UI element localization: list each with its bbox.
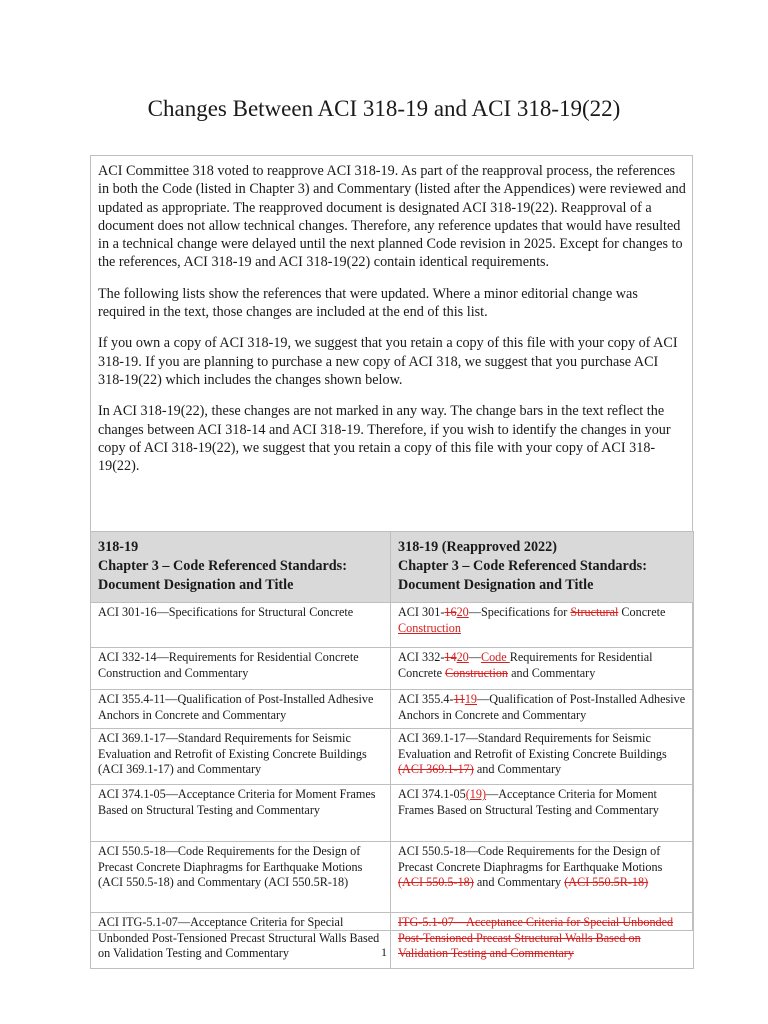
deleted-text: Structural <box>570 605 619 619</box>
original-reference-cell: ACI 355.4-11—Qualification of Post-Installed Adhesive Anchors in Concrete and Commentary <box>91 690 391 729</box>
cell-text: ACI 374.1-05 <box>398 787 466 801</box>
original-reference-cell: ACI 301-16—Specifications for Structural Concrete <box>91 603 391 648</box>
header-cell-original <box>91 532 391 603</box>
original-reference-cell: ACI 369.1-17—Standard Requirements for Seismic Evaluation and Retrofit of Existing Concrete Buildings (ACI 369.1-17) and Commentary <box>91 729 391 785</box>
deleted-text: 11 <box>453 692 465 706</box>
table-row <box>91 785 694 842</box>
inserted-text: Code <box>480 650 510 664</box>
header-reapproved-line-3: Document Designation and Title <box>398 577 594 593</box>
table-row <box>91 603 694 648</box>
references-table <box>90 531 694 969</box>
revised-reference-cell <box>391 690 694 729</box>
cell-text: Requirements for Residential Concrete <box>398 650 653 680</box>
revised-reference-cell <box>391 842 694 913</box>
revised-reference-cell <box>391 603 694 648</box>
table-row <box>91 729 694 785</box>
cell-text: —Specifications for <box>468 605 571 619</box>
cell-text: —Qualification of Post-Installed Adhesive Anchors in Concrete and Commentary <box>398 692 686 722</box>
original-reference-cell: ACI 374.1-05—Acceptance Criteria for Moment Frames Based on Structural Testing and Commentary <box>91 785 391 842</box>
page-number: 1 <box>381 945 387 959</box>
original-reference-cell: ACI 332-14—Requirements for Residential Concrete Construction and Commentary <box>91 648 391 690</box>
cell-text: ACI 301- <box>398 605 445 619</box>
page-title: Changes Between ACI 318-19 and ACI 318-19(22) <box>147 96 621 121</box>
cell-text: ACI 332- <box>398 650 445 664</box>
inserted-text: 20 <box>456 605 469 619</box>
deleted-text: (ACI 550.5R-18) <box>564 875 649 889</box>
deleted-text: ITG-5.1-07—Acceptance Criteria for Special Unbonded Post-Tensioned Precast Structural Walls Based on Validation Testing and Commentary <box>398 915 674 960</box>
revised-reference-cell <box>391 913 694 969</box>
header-original-line-1: 318-19 <box>98 539 139 555</box>
cell-text: Concrete <box>618 605 666 619</box>
cell-text: and Commentary <box>473 875 565 889</box>
cell-text: ACI 550.5-18—Code Requirements for the Design of Precast Concrete Diaphragms for Earthquake Motions <box>398 844 663 874</box>
revised-reference-cell <box>391 785 694 842</box>
inserted-text: 19 <box>464 692 478 706</box>
inserted-text: 20 <box>456 650 469 664</box>
intro-paragraph-1: ACI Committee 318 voted to reapprove ACI 318-19. As part of the reapproval process, the references in both the Code (listed in Chapter 3) and Commentary (listed after the Appendices) were reviewed and updated as appropriate. The reapproved document is designated ACI 318-19(22). Reapproval of a document does not allow technical changes. Therefore, any reference updates that would have resulted in a technical change were delayed until the next planned Code revision in 2025. Except for changes to the references, ACI 318-19 and ACI 318-19(22) contain identical requirements. <box>98 163 686 271</box>
intro-paragraph-4: In ACI 318-19(22), these changes are not marked in any way. The change bars in the text reflect the changes between ACI 318-14 and ACI 318-19. Therefore, if you wish to identify the changes in your copy of ACI 318-19(22), we suggest that you retain a copy of this file with your copy of ACI 318-19(22). <box>98 403 671 475</box>
table-row <box>91 913 694 969</box>
inserted-text: Construction <box>398 620 461 635</box>
header-cell-reapproved <box>391 532 694 603</box>
header-reapproved-line-1: 318-19 (Reapproved 2022) <box>398 539 557 555</box>
header-original-line-2: Chapter 3 – Code Referenced Standards: <box>98 558 347 574</box>
deleted-text: (ACI 550.5-18) <box>398 875 474 889</box>
header-original-line-3: Document Designation and Title <box>98 577 294 593</box>
revised-reference-cell <box>391 729 694 785</box>
cell-text: —Acceptance Criteria for Moment Frames Based on Structural Testing and Commentary <box>398 787 659 817</box>
table-row <box>91 842 694 913</box>
deleted-text: 16 <box>444 605 457 619</box>
cell-text: ACI 355.4- <box>398 692 454 706</box>
inserted-text: (19) <box>465 787 487 801</box>
intro-paragraph-2: The following lists show the references that were updated. Where a minor editorial change was required in the text, those changes are included at the end of this list. <box>98 285 638 321</box>
table-header-row <box>91 532 694 603</box>
intro-section <box>98 162 686 488</box>
cell-text: — <box>468 650 481 664</box>
original-reference-cell: ACI ITG-5.1-07—Acceptance Criteria for Special Unbonded Post-Tensioned Precast Structural Walls Based on Validation Testing and Commentary <box>91 913 391 969</box>
header-reapproved-line-2: Chapter 3 – Code Referenced Standards: <box>398 558 647 574</box>
intro-paragraph-3: If you own a copy of ACI 318-19, we suggest that you retain a copy of this file with your copy of ACI 318-19. If you are planning to purchase a new copy of ACI 318, we suggest that you purchase ACI 318-19(22) which includes the changes shown below. <box>98 335 678 388</box>
cell-text: and Commentary <box>508 665 596 680</box>
deleted-text: 14 <box>444 650 457 664</box>
deleted-text: (ACI 369.1-17) <box>398 762 474 776</box>
revised-reference-cell <box>391 648 694 690</box>
cell-text: and Commentary <box>473 762 562 776</box>
cell-text: ACI 369.1-17—Standard Requirements for Seismic Evaluation and Retrofit of Existing Concrete Buildings <box>398 731 667 761</box>
original-reference-cell: ACI 550.5-18—Code Requirements for the Design of Precast Concrete Diaphragms for Earthquake Motions (ACI 550.5-18) and Commentary (ACI 550.5R-18) <box>91 842 391 913</box>
deleted-text: Construction <box>445 665 509 680</box>
table-row <box>91 648 694 690</box>
table-row <box>91 690 694 729</box>
